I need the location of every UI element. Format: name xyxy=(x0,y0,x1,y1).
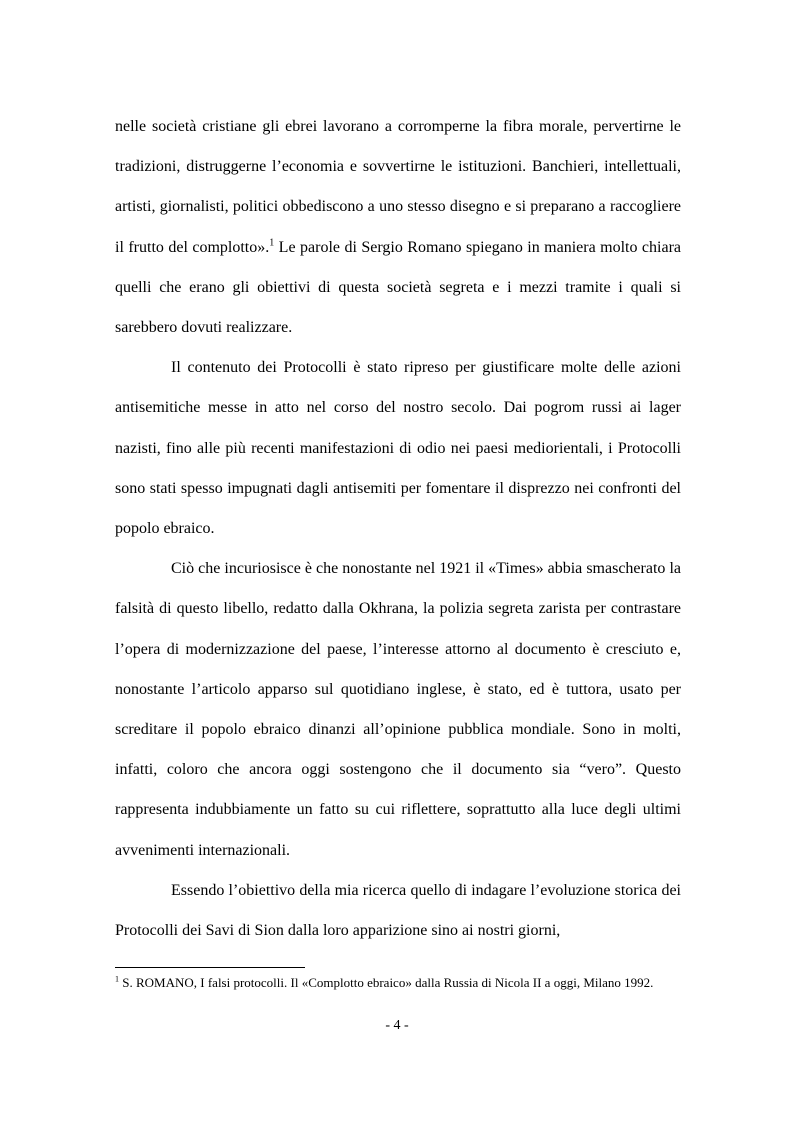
paragraph-1-text-after-note: Le parole di Sergio Romano spiegano in maniera molto chiara quelli che erano gli obiettivi di questa società segreta e i mezzi tramite i quali si sarebbero dovuti realizzare. xyxy=(115,238,681,337)
paragraph-1 xyxy=(115,107,681,348)
footnote xyxy=(115,974,681,992)
paragraph-2: Il contenuto dei Protocolli è stato ripreso per giustificare molte delle azioni antisemitiche messe in atto nel corso del nostro secolo. Dai pogrom russi ai lager nazisti, fino alle più recenti manifestazioni di odio nei paesi mediorientali, i Protocolli sono stati spesso impugnati dagli antisemiti per fomentare il disprezzo nei confronti del popolo ebraico. xyxy=(115,359,681,538)
paragraph-3: Ciò che incuriosisce è che nonostante nel 1921 il «Times» abbia smascherato la falsità di questo libello, redatto dalla Okhrana, la polizia segreta zarista per contrastare l’opera di modernizzazione del paese, l’interesse attorno al documento è cresciuto e, nonostante l’articolo apparso sul quotidiano inglese, è stato, ed è tuttora, usato per screditare il popolo ebraico dinanzi all’opinione pubblica mondiale. Sono in molti, infatti, coloro che ancora oggi sostengono che il documento sia “vero”. Questo rappresenta indubbiamente un fatto su cui riflettere, soprattutto alla luce degli ultimi avvenimenti internazionali. xyxy=(115,560,681,859)
paragraph-1-text-before-note: nelle società cristiane gli ebrei lavorano a corromperne la fibra morale, pervertirne le tradizioni, distruggerne l’economia e sovvertirne le istituzioni. Banchieri, intellettuali, artisti, giornalisti, politici obbediscono a uno stesso disegno e si preparano a raccogliere il frutto del complotto». xyxy=(115,118,681,256)
page-number: - 4 - xyxy=(385,1018,409,1033)
footnote-divider xyxy=(115,967,305,968)
main-text xyxy=(115,107,681,951)
paragraph-4: Essendo l’obiettivo della mia ricerca quello di indagare l’evoluzione storica dei Protocolli dei Savi di Sion dalla loro apparizione sino ai nostri giorni, xyxy=(115,881,681,940)
footnote-reference: 1 xyxy=(269,237,275,249)
footnote-number: 1 xyxy=(115,974,119,984)
footnote-text: S. ROMANO, I falsi protocolli. Il «Complotto ebraico» dalla Russia di Nicola II a oggi, Milano 1992. xyxy=(119,975,654,990)
page-body xyxy=(115,107,681,951)
